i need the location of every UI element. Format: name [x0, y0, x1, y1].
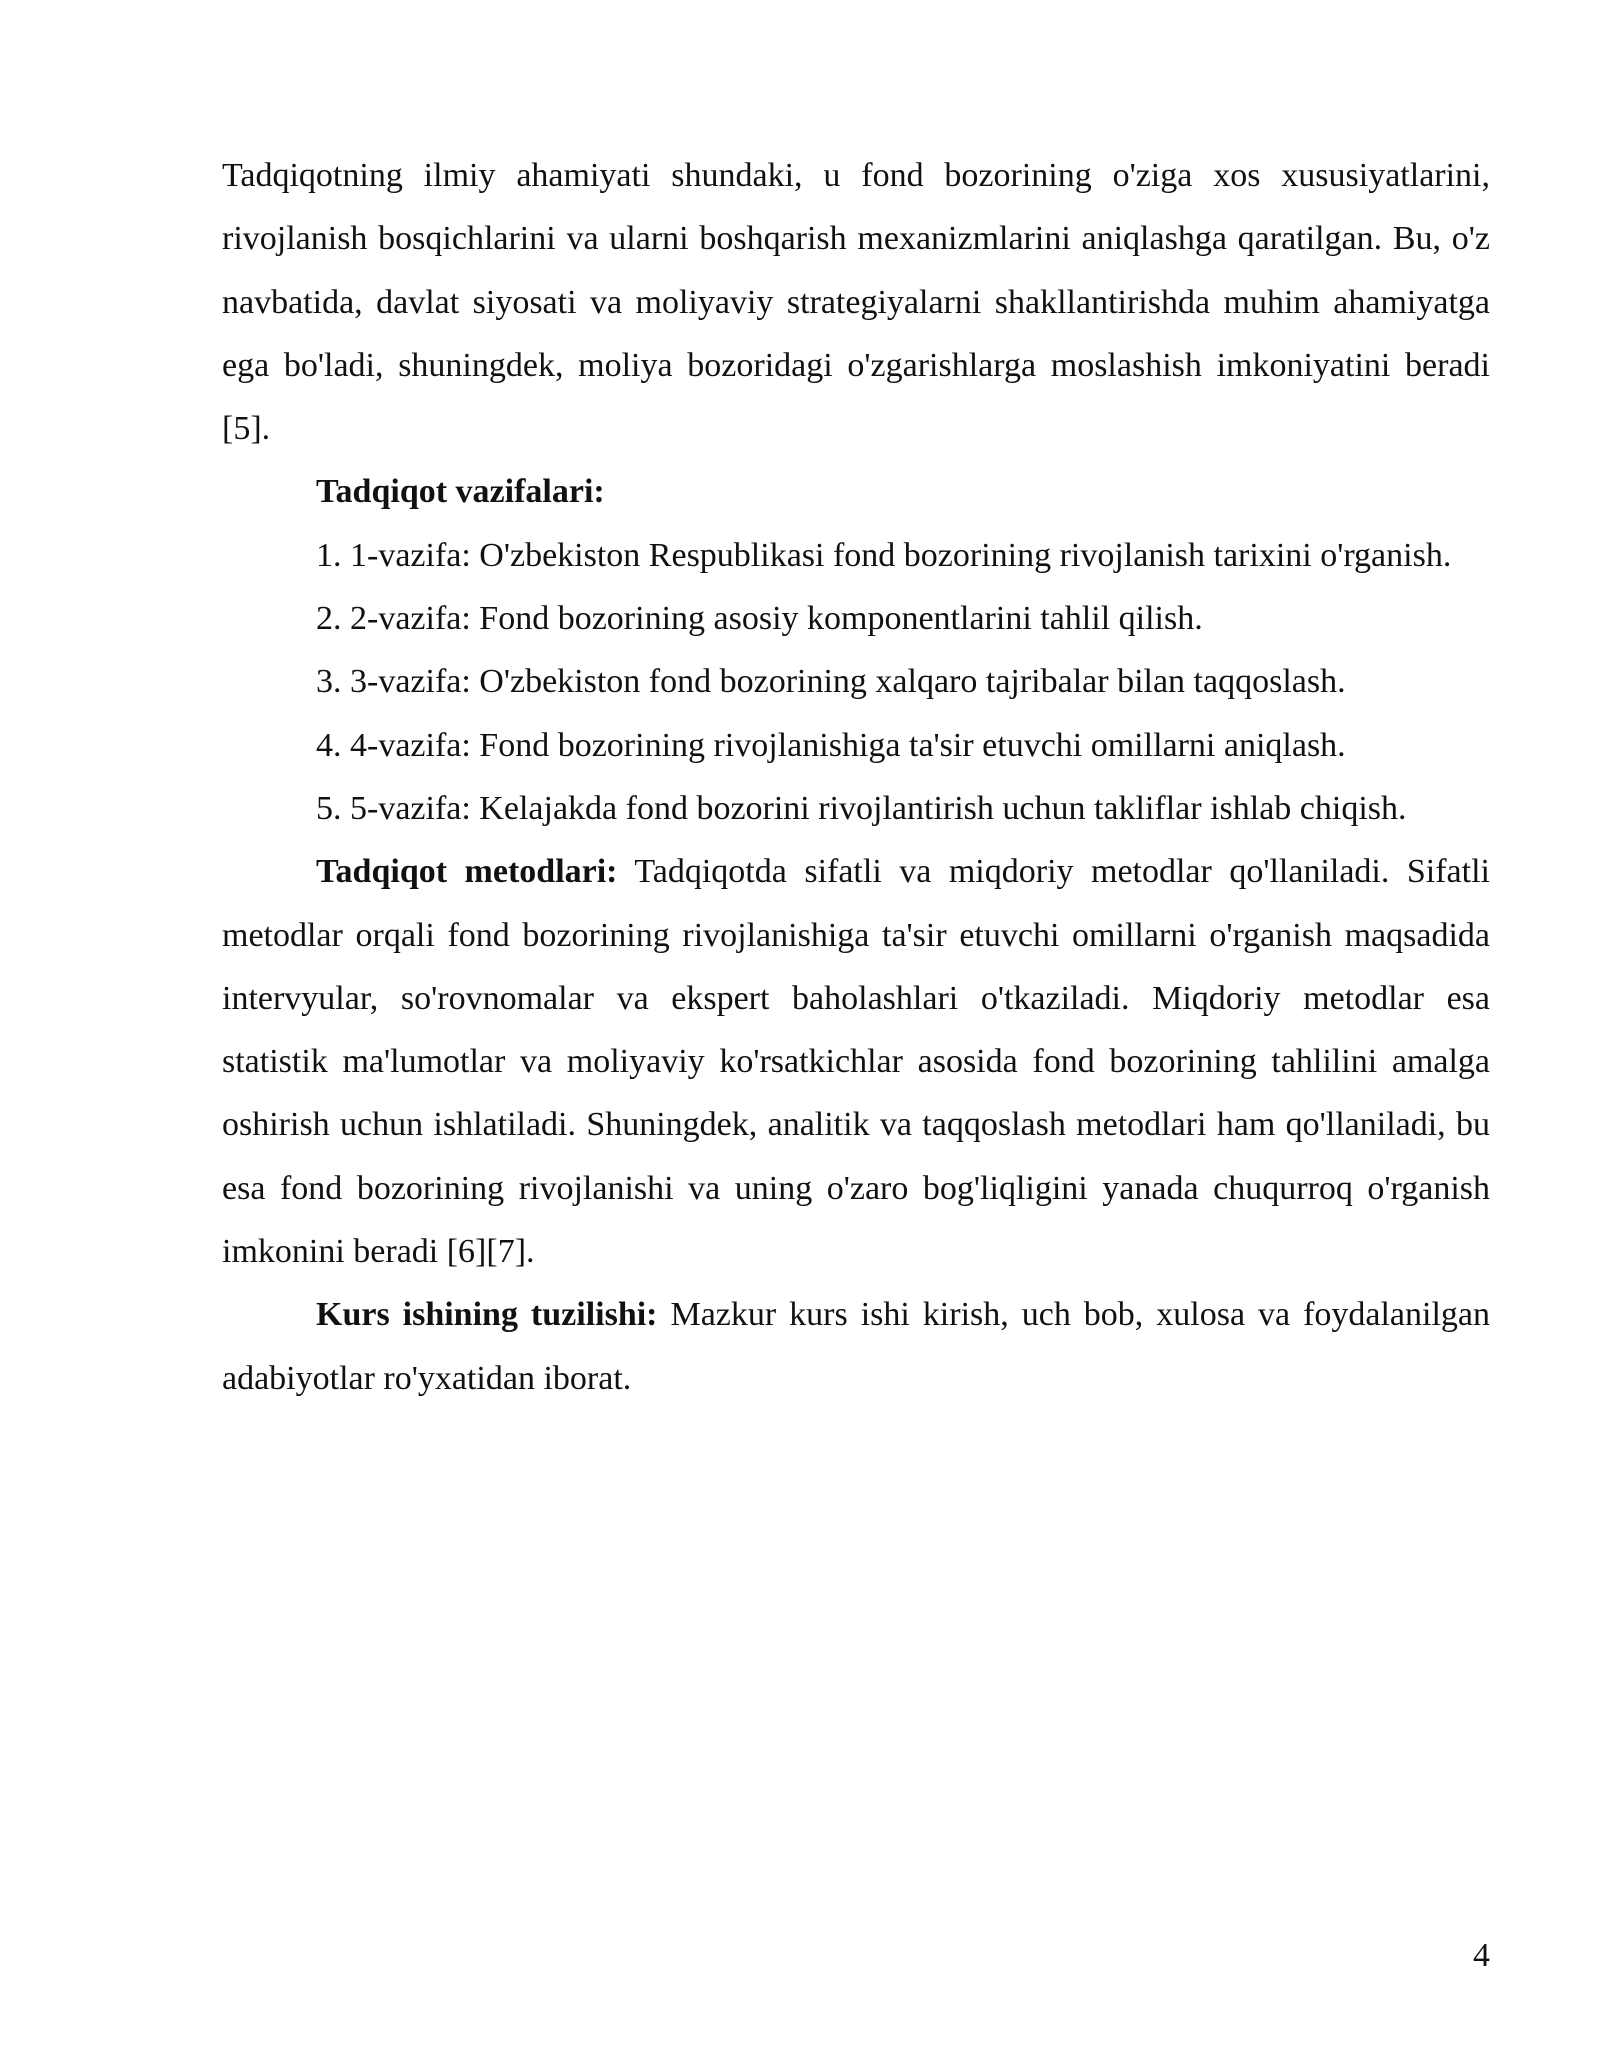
methods-label: Tadqiqot metodlari:: [316, 853, 618, 891]
structure-text: Mazkur kurs ishi kirish, uch bob, xulosa va foydalanilgan adabiyotlar ro'yxatidan iborat.: [222, 1296, 1491, 1397]
methods-text: Tadqiqotda sifatli va miqdoriy metodlar qo'llaniladi. Sifatli metodlar orqali fond bozorining rivojlanishiga ta'sir etuvchi omillarni o'rganish maqsadida intervyular, so'rovnomalar va ekspert baholashlari o'tkaziladi. Miqdoriy metodlar esa statistik ma'lumotlar va moliyaviy ko'rsatkichlar asosida fond bozorining tahlilini amalga oshirish uchun ishlatiladi. Shuningdek, analitik va taqqoslash metodlari ham qo'llaniladi, bu esa fond bozorining rivojlanishi va uning o'zaro bog'liqligini yanada chuqurroq o'rganish imkonini beradi [6][7].: [222, 853, 1490, 1271]
document-body: [222, 144, 1490, 1410]
task-item-2: 2. 2-vazifa: Fond bozorining asosiy komponentlarini tahlil qilish.: [316, 600, 1203, 638]
tasks-heading: Tadqiqot vazifalari:: [316, 473, 605, 511]
task-item-5: 5. 5-vazifa: Kelajakda fond bozorini rivojlantirish uchun takliflar ishlab chiqish.: [316, 789, 1407, 827]
task-item-1: 1. 1-vazifa: O'zbekiston Respublikasi fond bozorining rivojlanish tarixini o'rganish.: [316, 536, 1452, 574]
task-item-3: 3. 3-vazifa: O'zbekiston fond bozorining xalqaro tajribalar bilan taqqoslash.: [316, 663, 1346, 701]
paragraph-structure: [222, 1283, 1490, 1410]
page-number: 4: [1473, 1937, 1490, 1974]
paragraph-methods: [222, 840, 1490, 1283]
paragraph-significance: Tadqiqotning ilmiy ahamiyati shundaki, u fond bozorining o'ziga xos xususiyatlarini, rivojlanish bosqichlarini va ularni boshqarish mexanizmlarini aniqlashga qaratilgan. Bu, o'z navbatida, davlat siyosati va moliyaviy strategiyalarni shakllantirishda muhim ahamiyatga ega bo'ladi, shuningdek, moliya bozoridagi o'zgarishlarga moslashish imkoniyatini beradi [5].: [222, 157, 1490, 448]
structure-label: Kurs ishining tuzilishi:: [316, 1296, 658, 1334]
task-item-4: 4. 4-vazifa: Fond bozorining rivojlanishiga ta'sir etuvchi omillarni aniqlash.: [316, 726, 1346, 764]
